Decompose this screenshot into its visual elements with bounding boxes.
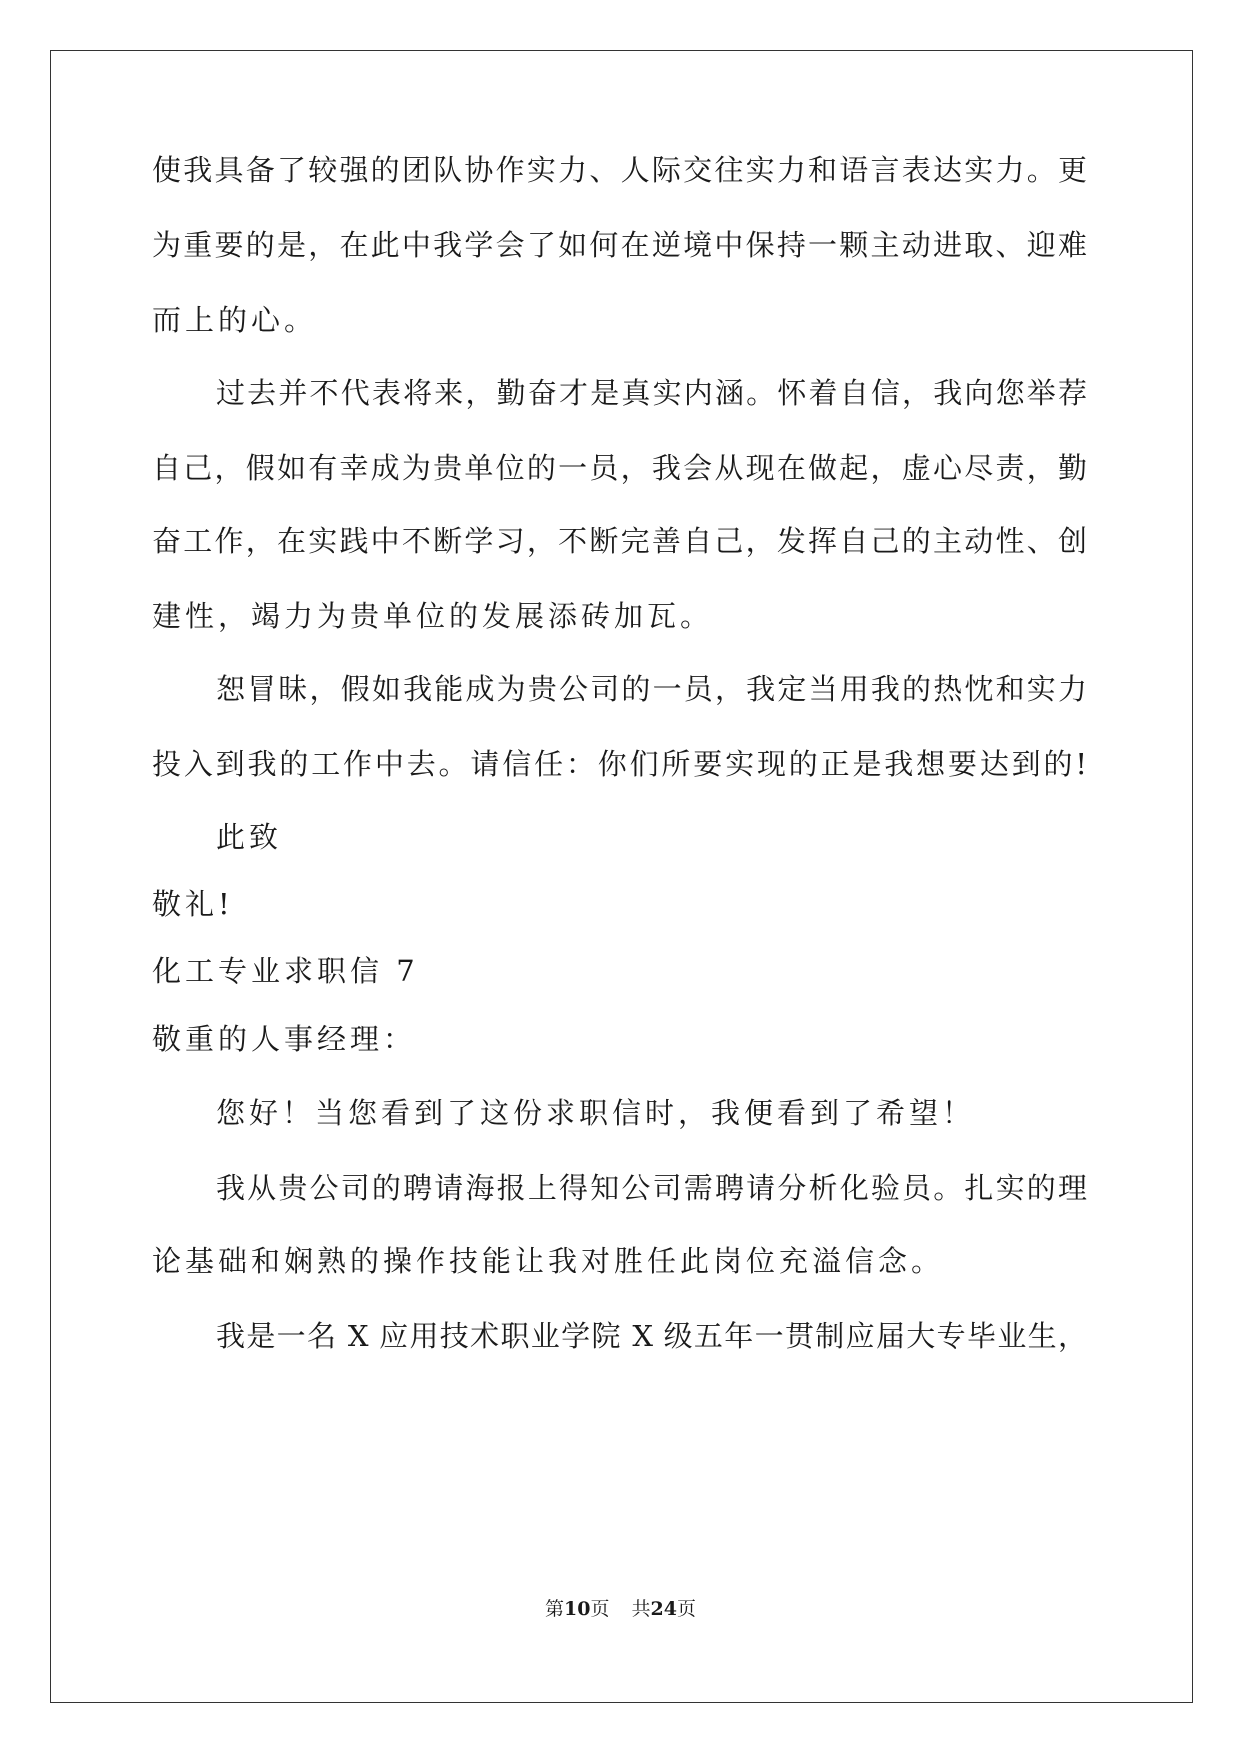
text-line: 建性，竭力为贵单位的发展添砖加瓦。: [152, 599, 714, 633]
text-line: 此致: [216, 820, 283, 854]
salutation: 敬重的人事经理：: [152, 1022, 417, 1056]
text-line: 论基础和娴熟的操作技能让我对胜任此岗位充溢信念。: [152, 1244, 945, 1278]
page-border: [50, 50, 1193, 1703]
text-line: 使我具备了较强的团队协作实力、人际交往实力和语言表达实力。更: [152, 153, 1087, 187]
page-footer: [0, 1597, 1241, 1621]
total-page-number: 24: [650, 1598, 677, 1620]
footer-prefix: 第: [545, 1598, 565, 1620]
text-line: 投入到我的工作中去。请信任：你们所要实现的正是我想要达到的!: [152, 747, 1087, 781]
text-line: 恕冒昧，假如我能成为贵公司的一员，我定当用我的热忱和实力: [216, 672, 1087, 706]
letter-title: 化工专业求职信 7: [152, 954, 419, 988]
text-line: 为重要的是，在此中我学会了如何在逆境中保持一颗主动进取、迎难: [152, 228, 1087, 262]
footer-page-suffix: 页: [590, 1598, 610, 1620]
text-line: 奋工作，在实践中不断学习，不断完善自己，发挥自己的主动性、创: [152, 524, 1087, 558]
text-line: 您好！当您看到了这份求职信时，我便看到了希望！: [216, 1096, 976, 1130]
text-line: 自己，假如有幸成为贵单位的一员，我会从现在做起，虚心尽责，勤: [152, 451, 1087, 485]
text-line: 我是一名 X 应用技术职业学院 X 级五年一贯制应届大专毕业生，: [216, 1319, 1087, 1353]
text-line: 而上的心。: [152, 303, 318, 337]
footer-total-suffix: 页: [676, 1598, 696, 1620]
footer-total-prefix: 共: [631, 1598, 651, 1620]
text-line: 过去并不代表将来，勤奋才是真实内涵。怀着自信，我向您举荐: [216, 376, 1087, 410]
current-page-number: 10: [564, 1598, 591, 1620]
text-line: 敬礼!: [152, 887, 234, 921]
text-line: 我从贵公司的聘请海报上得知公司需聘请分析化验员。扎实的理: [216, 1171, 1087, 1205]
